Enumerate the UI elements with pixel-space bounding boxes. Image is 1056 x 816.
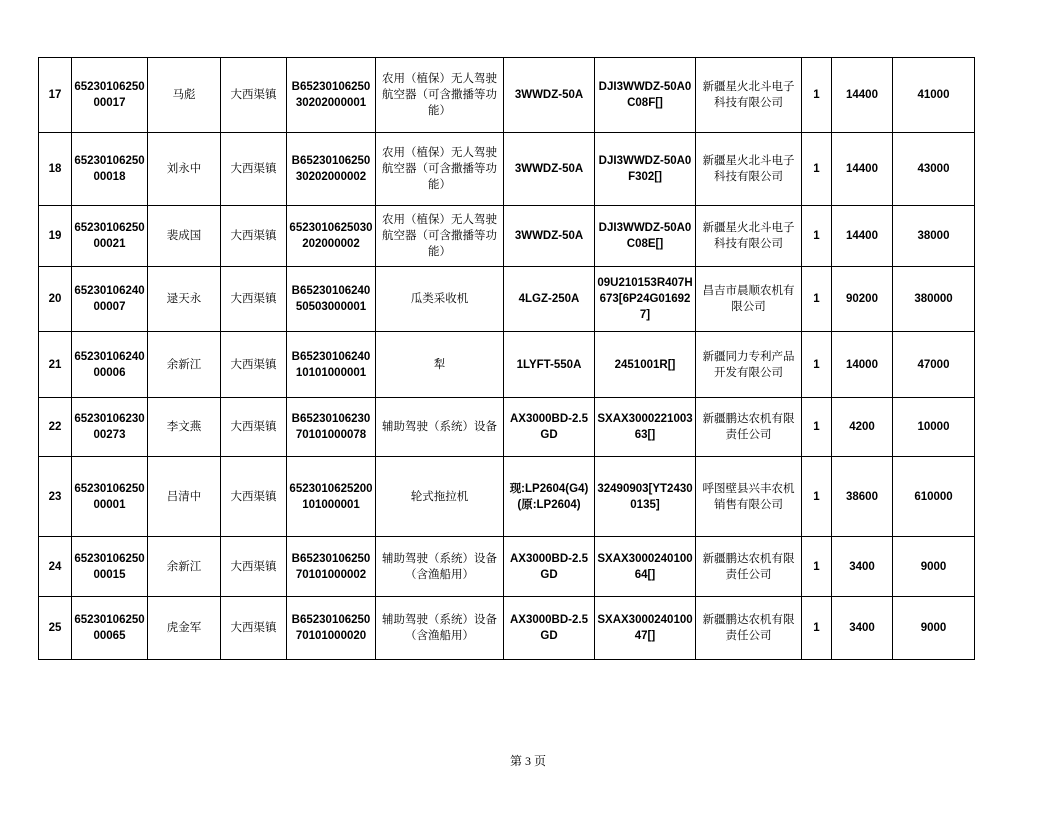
cell-manufacturer: 新疆鹏达农机有限责任公司 xyxy=(696,597,802,660)
cell-product-name: 农用（植保）无人驾驶航空器（可含撒播等功能） xyxy=(376,133,504,206)
cell-sale-price: 41000 xyxy=(893,58,975,133)
cell-subsidy-amount: 14400 xyxy=(832,58,893,133)
cell-quantity: 1 xyxy=(802,597,832,660)
cell-sale-price: 38000 xyxy=(893,206,975,267)
cell-model: 3WWDZ-50A xyxy=(504,58,595,133)
cell-model: AX3000BD-2.5GD xyxy=(504,537,595,597)
cell-buyer-name: 裴成国 xyxy=(148,206,221,267)
cell-model: 4LGZ-250A xyxy=(504,267,595,332)
cell-application-code: 6523010625000001 xyxy=(72,457,148,537)
cell-serial-number: 09U210153R407H673[6P24G016927] xyxy=(595,267,696,332)
cell-sale-price: 10000 xyxy=(893,398,975,457)
cell-application-code: 6523010625000017 xyxy=(72,58,148,133)
cell-sale-price: 610000 xyxy=(893,457,975,537)
cell-seq: 17 xyxy=(39,58,72,133)
cell-product-name: 轮式拖拉机 xyxy=(376,457,504,537)
cell-seq: 24 xyxy=(39,537,72,597)
cell-product-name: 农用（植保）无人驾驶航空器（可含撒播等功能） xyxy=(376,206,504,267)
cell-product-name: 辅助驾驶（系统）设备（含渔船用） xyxy=(376,597,504,660)
table-row xyxy=(39,457,975,537)
cell-town: 大西渠镇 xyxy=(221,332,287,398)
cell-application-code: 6523010624000007 xyxy=(72,267,148,332)
cell-serial-number: 32490903[YT24300135] xyxy=(595,457,696,537)
cell-quantity: 1 xyxy=(802,133,832,206)
cell-quantity: 1 xyxy=(802,332,832,398)
cell-seq: 22 xyxy=(39,398,72,457)
cell-subsidy-amount: 38600 xyxy=(832,457,893,537)
cell-application-code: 6523010625000018 xyxy=(72,133,148,206)
cell-item-code: B6523010624050503000001 xyxy=(287,267,376,332)
cell-product-name: 犁 xyxy=(376,332,504,398)
cell-manufacturer: 新疆星火北斗电子科技有限公司 xyxy=(696,133,802,206)
cell-model: 3WWDZ-50A xyxy=(504,206,595,267)
cell-item-code: B6523010624010101000001 xyxy=(287,332,376,398)
cell-model: 3WWDZ-50A xyxy=(504,133,595,206)
cell-application-code: 6523010625000065 xyxy=(72,597,148,660)
table-row xyxy=(39,537,975,597)
cell-serial-number: SXAX300024010064[] xyxy=(595,537,696,597)
table-row xyxy=(39,398,975,457)
cell-product-name: 瓜类采收机 xyxy=(376,267,504,332)
cell-manufacturer: 新疆星火北斗电子科技有限公司 xyxy=(696,206,802,267)
cell-serial-number: DJI3WWDZ-50A0F302[] xyxy=(595,133,696,206)
cell-town: 大西渠镇 xyxy=(221,597,287,660)
cell-manufacturer: 新疆星火北斗电子科技有限公司 xyxy=(696,58,802,133)
cell-town: 大西渠镇 xyxy=(221,457,287,537)
cell-product-name: 农用（植保）无人驾驶航空器（可含撒播等功能） xyxy=(376,58,504,133)
cell-seq: 25 xyxy=(39,597,72,660)
cell-subsidy-amount: 3400 xyxy=(832,537,893,597)
cell-subsidy-amount: 14400 xyxy=(832,206,893,267)
cell-town: 大西渠镇 xyxy=(221,58,287,133)
cell-product-name: 辅助驾驶（系统）设备（含渔船用） xyxy=(376,537,504,597)
cell-item-code: B6523010625070101000002 xyxy=(287,537,376,597)
cell-town: 大西渠镇 xyxy=(221,206,287,267)
table-row xyxy=(39,597,975,660)
cell-product-name: 辅助驾驶（系统）设备 xyxy=(376,398,504,457)
cell-quantity: 1 xyxy=(802,267,832,332)
cell-item-code: 6523010625030202000002 xyxy=(287,206,376,267)
cell-buyer-name: 吕清中 xyxy=(148,457,221,537)
cell-quantity: 1 xyxy=(802,398,832,457)
cell-manufacturer: 新疆同力专利产品开发有限公司 xyxy=(696,332,802,398)
cell-manufacturer: 昌吉市晨顺农机有限公司 xyxy=(696,267,802,332)
table-row xyxy=(39,206,975,267)
cell-subsidy-amount: 14400 xyxy=(832,133,893,206)
cell-item-code: B6523010625070101000020 xyxy=(287,597,376,660)
cell-model: AX3000BD-2.5GD xyxy=(504,597,595,660)
cell-subsidy-amount: 4200 xyxy=(832,398,893,457)
cell-buyer-name: 虎金军 xyxy=(148,597,221,660)
cell-application-code: 6523010623000273 xyxy=(72,398,148,457)
cell-manufacturer: 呼图壁县兴丰农机销售有限公司 xyxy=(696,457,802,537)
cell-buyer-name: 余新江 xyxy=(148,332,221,398)
cell-sale-price: 9000 xyxy=(893,537,975,597)
cell-sale-price: 47000 xyxy=(893,332,975,398)
cell-serial-number: DJI3WWDZ-50A0C08F[] xyxy=(595,58,696,133)
cell-manufacturer: 新疆鹏达农机有限责任公司 xyxy=(696,398,802,457)
table-row xyxy=(39,133,975,206)
subsidy-table xyxy=(38,57,975,660)
table-row xyxy=(39,332,975,398)
cell-buyer-name: 逯天永 xyxy=(148,267,221,332)
cell-serial-number: SXAX300022100363[] xyxy=(595,398,696,457)
page-number: 第 3 页 xyxy=(509,754,546,768)
cell-buyer-name: 余新江 xyxy=(148,537,221,597)
cell-town: 大西渠镇 xyxy=(221,133,287,206)
table-row xyxy=(39,58,975,133)
cell-quantity: 1 xyxy=(802,58,832,133)
cell-town: 大西渠镇 xyxy=(221,398,287,457)
table-body xyxy=(39,58,975,660)
cell-subsidy-amount: 14000 xyxy=(832,332,893,398)
cell-manufacturer: 新疆鹏达农机有限责任公司 xyxy=(696,537,802,597)
cell-serial-number: 2451001R[] xyxy=(595,332,696,398)
cell-model: AX3000BD-2.5GD xyxy=(504,398,595,457)
cell-seq: 21 xyxy=(39,332,72,398)
cell-seq: 23 xyxy=(39,457,72,537)
table-row xyxy=(39,267,975,332)
cell-seq: 20 xyxy=(39,267,72,332)
cell-sale-price: 9000 xyxy=(893,597,975,660)
cell-town: 大西渠镇 xyxy=(221,267,287,332)
cell-item-code: B6523010625030202000001 xyxy=(287,58,376,133)
cell-quantity: 1 xyxy=(802,457,832,537)
cell-application-code: 6523010625000015 xyxy=(72,537,148,597)
cell-quantity: 1 xyxy=(802,537,832,597)
cell-sale-price: 380000 xyxy=(893,267,975,332)
cell-seq: 18 xyxy=(39,133,72,206)
cell-serial-number: SXAX300024010047[] xyxy=(595,597,696,660)
cell-buyer-name: 李文燕 xyxy=(148,398,221,457)
cell-item-code: B6523010623070101000078 xyxy=(287,398,376,457)
cell-serial-number: DJI3WWDZ-50A0C08E[] xyxy=(595,206,696,267)
cell-sale-price: 43000 xyxy=(893,133,975,206)
cell-item-code: B6523010625030202000002 xyxy=(287,133,376,206)
cell-application-code: 6523010625000021 xyxy=(72,206,148,267)
cell-buyer-name: 马彪 xyxy=(148,58,221,133)
cell-subsidy-amount: 3400 xyxy=(832,597,893,660)
cell-item-code: 6523010625200101000001 xyxy=(287,457,376,537)
cell-town: 大西渠镇 xyxy=(221,537,287,597)
cell-model: 1LYFT-550A xyxy=(504,332,595,398)
cell-quantity: 1 xyxy=(802,206,832,267)
cell-seq: 19 xyxy=(39,206,72,267)
cell-subsidy-amount: 90200 xyxy=(832,267,893,332)
cell-buyer-name: 刘永中 xyxy=(148,133,221,206)
cell-application-code: 6523010624000006 xyxy=(72,332,148,398)
cell-model: 现:LP2604(G4)(原:LP2604) xyxy=(504,457,595,537)
